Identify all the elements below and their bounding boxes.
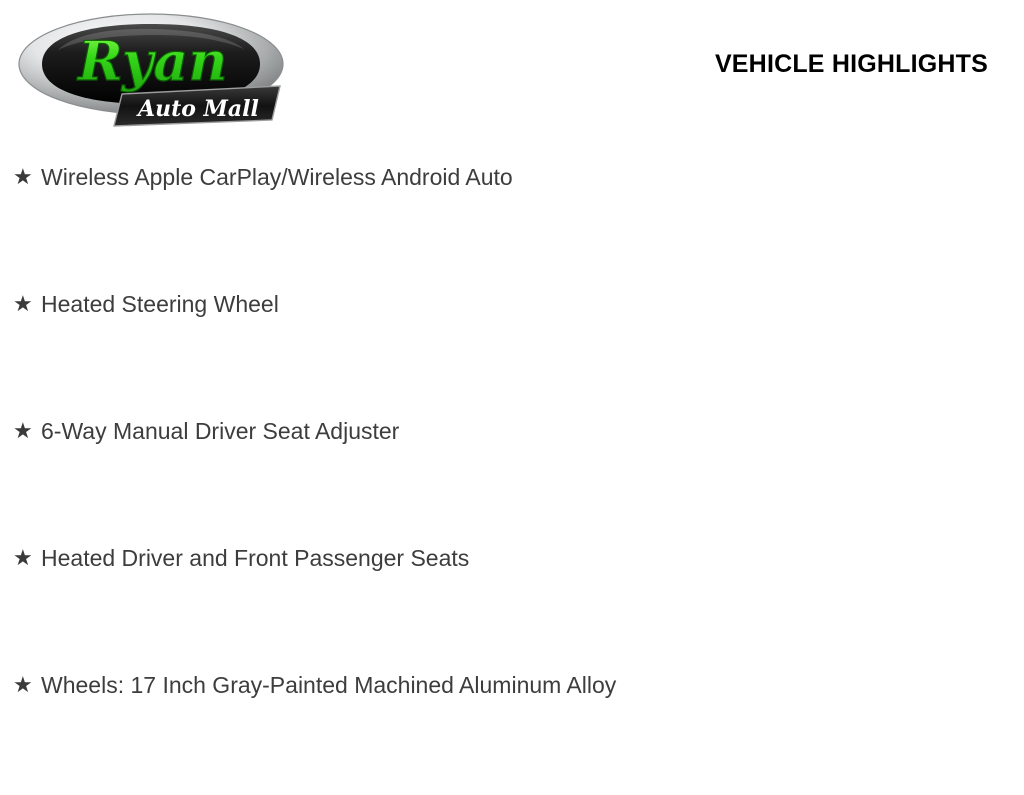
- page-title: VEHICLE HIGHLIGHTS: [714, 50, 988, 78]
- logo-subbrand-text: Auto Mall: [138, 96, 259, 122]
- star-icon: ★: [13, 672, 33, 697]
- star-icon: ★: [13, 418, 33, 443]
- list-item: [0, 287, 1024, 414]
- highlight-label: 6-Way Manual Driver Seat Adjuster: [41, 418, 400, 444]
- vehicle-highlights-list: [0, 160, 1024, 795]
- list-item: [0, 414, 1024, 541]
- highlight-label: Heated Driver and Front Passenger Seats: [41, 545, 470, 571]
- list-item: [0, 541, 1024, 668]
- highlight-label: Wireless Apple CarPlay/Wireless Android Auto: [41, 164, 513, 190]
- star-icon: ★: [13, 545, 33, 570]
- highlight-label: Heated Steering Wheel: [41, 291, 279, 317]
- logo-brand-text: Ryan: [78, 29, 228, 93]
- star-icon: ★: [13, 164, 33, 189]
- ryan-auto-mall-logo: [14, 8, 294, 130]
- page-header: [0, 0, 1024, 140]
- star-icon: ★: [13, 291, 33, 316]
- highlight-label: Wheels: 17 Inch Gray-Painted Machined Aluminum Alloy: [41, 672, 617, 698]
- list-item: [0, 160, 1024, 287]
- list-item: [0, 668, 1024, 795]
